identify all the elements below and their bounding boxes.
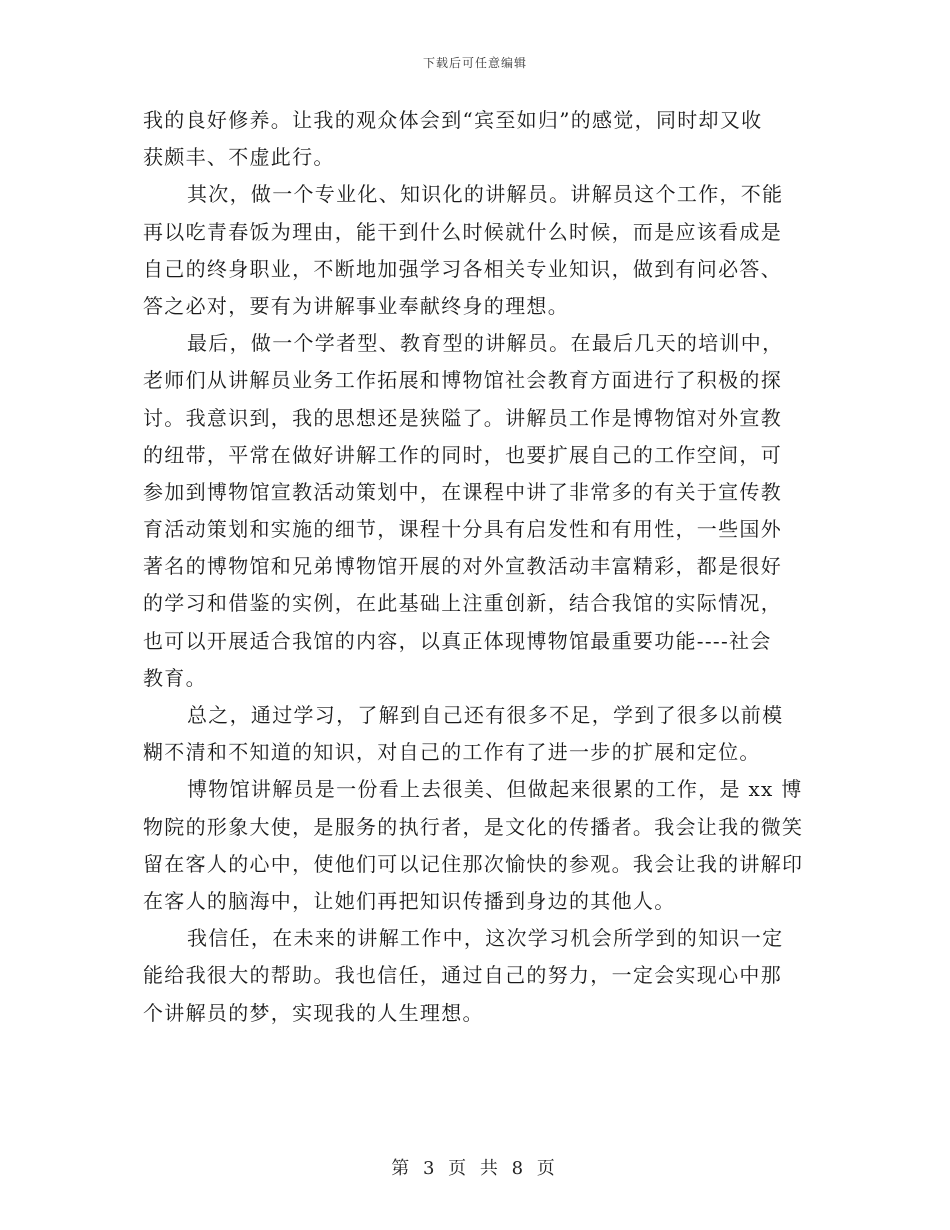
body-text-line: 讨。我意识到，我的思想还是狭隘了。讲解员工作是博物馆对外宣教: [143, 405, 782, 430]
body-text-line: 自己的终身职业，不断地加强学习各相关专业知识，做到有问必答、: [143, 256, 782, 281]
body-text-line: 获颇丰、不虚此行。: [143, 145, 335, 170]
body-text-line: 糊不清和不知道的知识，对自己的工作有了进一步的扩展和定位。: [143, 740, 761, 765]
body-text-line: 在客人的脑海中，让她们再把知识传播到身边的其他人。: [143, 888, 676, 913]
body-text-line: 答之必对，要有为讲解事业奉献终身的理想。: [143, 293, 569, 318]
body-text-line: 育活动策划和实施的细节，课程十分具有启发性和有用性，一些国外: [143, 517, 782, 542]
body-text-line: 我信任，在未来的讲解工作中，这次学习机会所学到的知识一定: [187, 926, 784, 951]
body-text-line: 能给我很大的帮助。我也信任，通过自己的努力，一定会实现心中那: [143, 963, 782, 988]
body-text-line: 最后，做一个学者型、教育型的讲解员。在最后几天的培训中，: [187, 331, 784, 356]
body-text-line: 再以吃青春饭为理由，能干到什么时候就什么时候，而是应该看成是: [143, 219, 782, 244]
page-header: 下载后可任意编辑: [422, 56, 527, 70]
body-text-line: 物院的形象大使，是服务的执行者，是文化的传播者。我会让我的微笑: [143, 814, 804, 839]
body-text-line: 总之，通过学习，了解到自己还有很多不足，学到了很多以前模: [187, 703, 784, 727]
body-text-line: 个讲解员的梦，实现我的人生理想。: [143, 1000, 484, 1025]
body-text-line: 教育。: [143, 665, 207, 690]
document-body: [143, 102, 808, 1032]
body-text-line: 也可以开展适合我馆的内容，以真正体现博物馆最重要功能----社会: [143, 628, 772, 653]
body-text-line: 参加到博物馆宣教活动策划中，在课程中讲了非常多的有关于宣传教: [143, 479, 782, 504]
body-text-line: 其次，做一个专业化、知识化的讲解员。讲解员这个工作，不能: [187, 182, 784, 207]
body-text-line: 博物馆讲解员是一份看上去很美、但做起来很累的工作，是 xx 博: [187, 777, 803, 802]
body-text-line: 的纽带，平常在做好讲解工作的同时，也要扩展自己的工作空间，可: [143, 442, 782, 467]
body-text-line: 留在客人的心中，使他们可以记住那次愉快的参观。我会让我的讲解印: [143, 851, 804, 876]
body-text-line: 我的良好修养。让我的观众体会到“宾至如归”的感觉，同时却又收: [143, 108, 763, 132]
body-text-line: 老师们从讲解员业务工作拓展和博物馆社会教育方面进行了积极的探: [143, 368, 782, 393]
body-text-line: 的学习和借鉴的实例，在此基础上注重创新，结合我馆的实际情况，: [143, 591, 782, 616]
body-text-line: 著名的博物馆和兄弟博物馆开展的对外宣教活动丰富精彩，都是很好: [143, 554, 782, 579]
page-number-footer: 第 3 页 共 8 页: [391, 1158, 559, 1179]
